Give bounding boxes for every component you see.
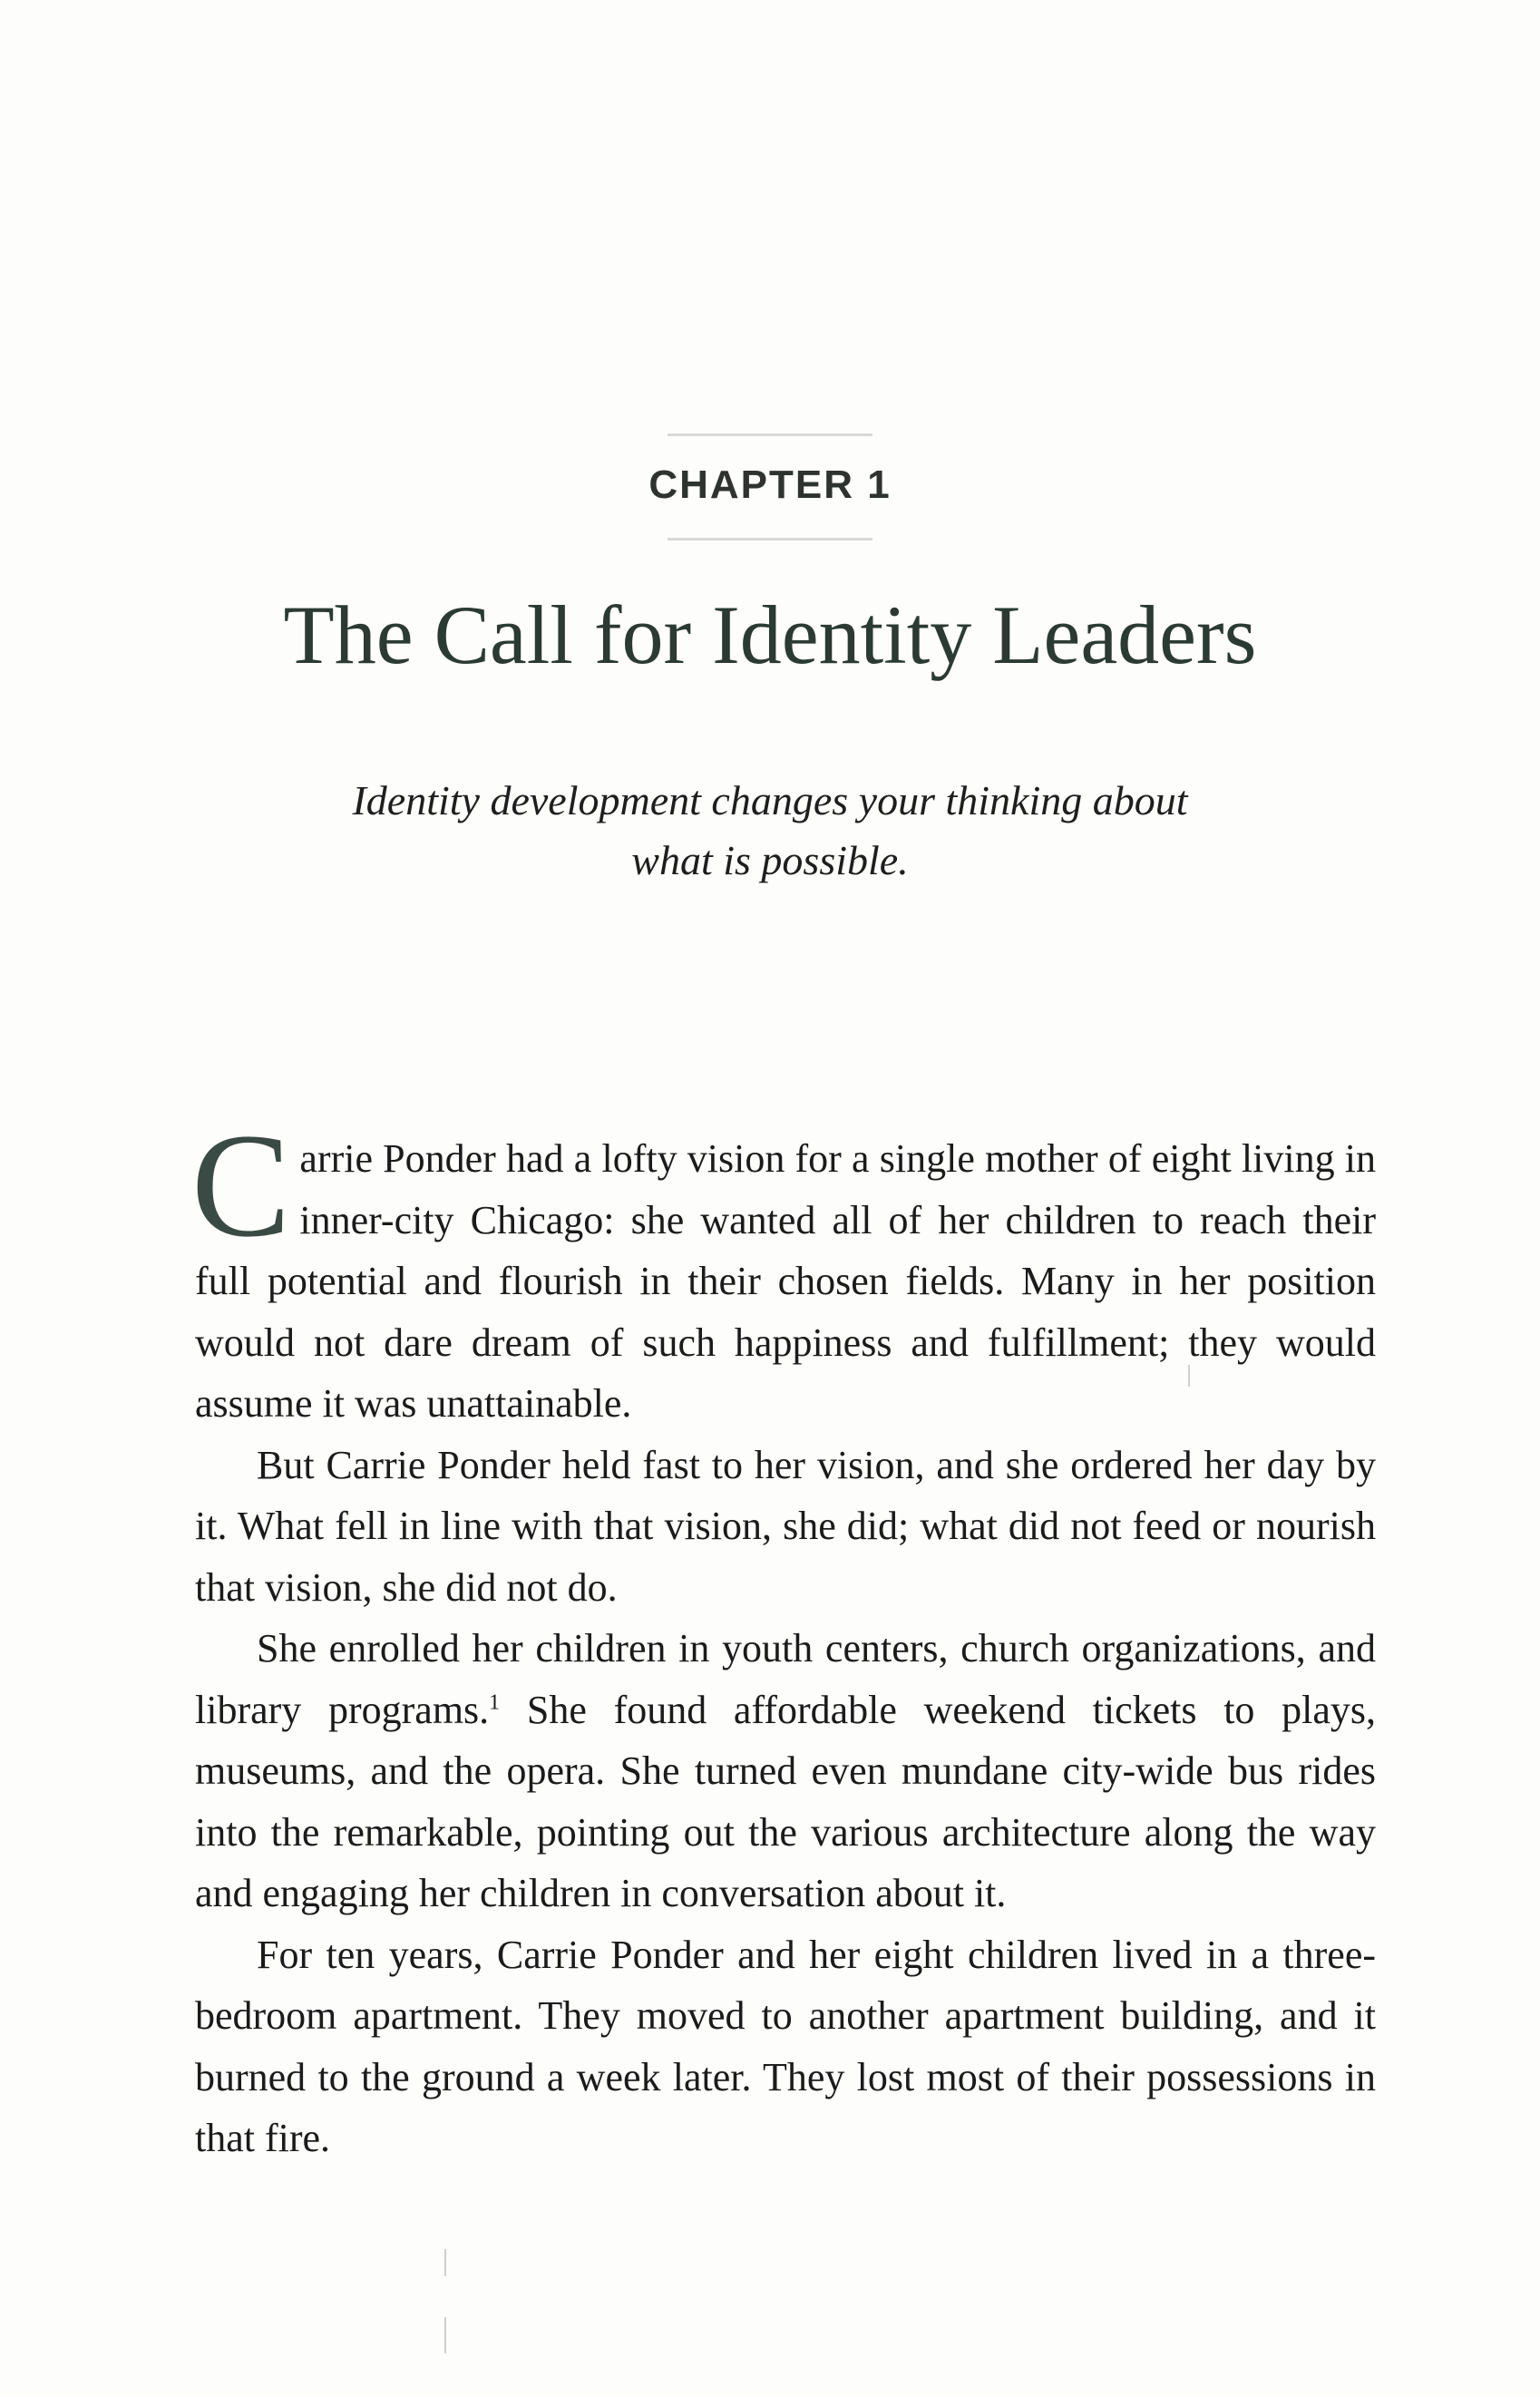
drop-cap: C <box>191 1104 291 1268</box>
epigraph <box>0 771 1540 891</box>
scan-artifact <box>1188 1365 1190 1387</box>
body-text <box>191 1104 1376 2169</box>
paragraph-1-text: arrie Ponder had a lofty vision for a single mother of eight living in inner-city Chicago: she wanted all of her children to reach their full potential and flourish in their chosen fields. Many in her position would not dare dream of such happiness and fulfillment; they would assume it was unattainable. <box>195 1136 1376 1426</box>
bottom-rule <box>668 538 872 541</box>
paragraph-2: But Carrie Ponder held fast to her vision, and she ordered her day by it. What fell in line with that vision, she did; what did not feed or nourish that vision, she did not do. <box>195 1442 1376 1610</box>
epigraph-line-1: Identity development changes your thinking about <box>352 777 1188 823</box>
paragraph-3-text-b: She found affordable weekend tickets to plays, museums, and the opera. She turned even mundane city-wide bus rides into the remarkable, pointing out the various architecture along the way and engaging her children in conversation about it. <box>195 1687 1376 1915</box>
scan-artifact <box>444 2317 446 2353</box>
chapter-label: CHAPTER 1 <box>648 463 892 507</box>
paragraph-3 <box>195 1618 1376 1924</box>
paragraph-1 <box>191 1104 1376 1435</box>
paragraph-3-text-a: She enrolled her children in youth centers, church organizations, and library programs. <box>195 1626 1376 1732</box>
footnote-marker: 1 <box>489 1690 501 1714</box>
chapter-heading <box>0 433 1540 541</box>
paragraph-4: For ten years, Carrie Ponder and her eight children lived in a three-bedroom apartment. They moved to another apartment building, and it burned to the ground a week later. They lost most of their possessions in that fire. <box>195 1932 1376 2160</box>
chapter-title: The Call for Identity Leaders <box>283 589 1257 681</box>
scan-artifact <box>444 2249 446 2276</box>
epigraph-line-2: what is possible. <box>631 837 909 883</box>
